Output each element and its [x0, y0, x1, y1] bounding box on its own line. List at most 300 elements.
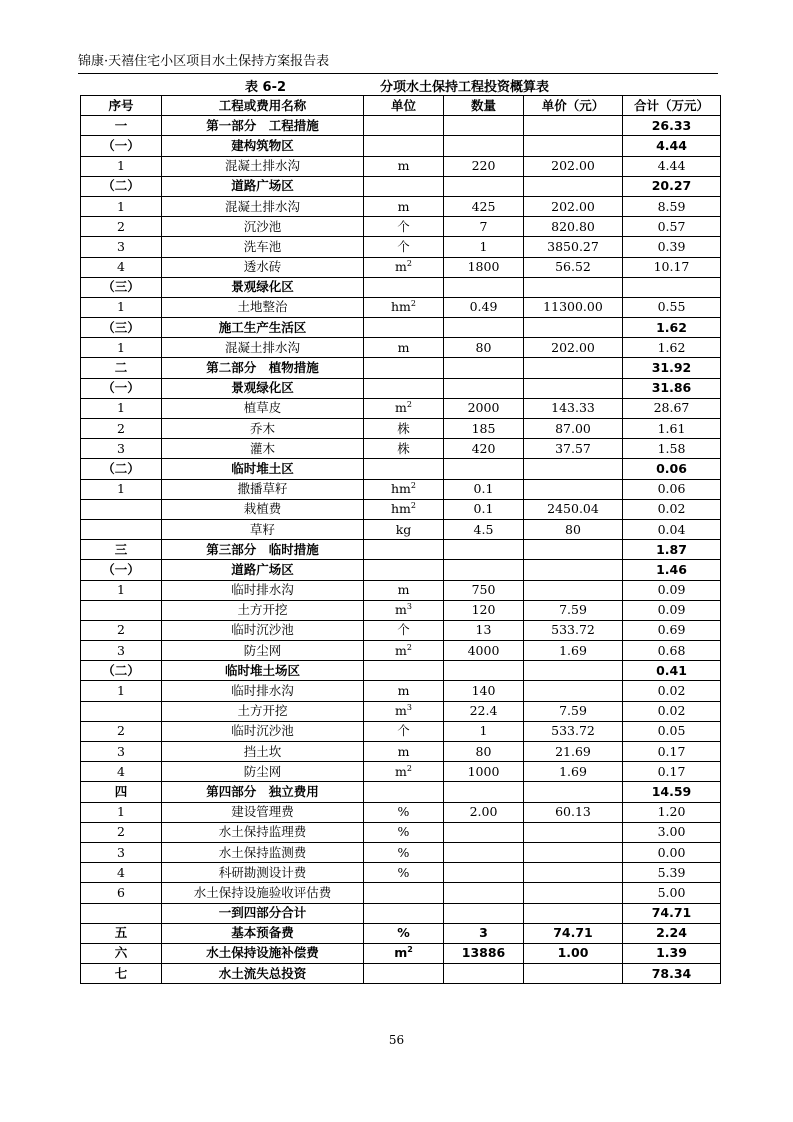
cell-total: 0.69 [623, 620, 721, 640]
unit-text: m [397, 683, 410, 699]
cell-no [81, 600, 162, 620]
cell-quantity: 80 [444, 338, 524, 358]
cell-name: 混凝土排水沟 [162, 156, 364, 176]
unit-text: m [395, 703, 407, 719]
cell-no: （二） [81, 459, 162, 479]
cell-quantity [444, 863, 524, 883]
column-header-unit-price: 单价（元） [524, 96, 623, 116]
cell-quantity: 1800 [444, 257, 524, 277]
page-header: 锦康·天禧住宅小区项目水土保持方案报告表 [78, 54, 718, 74]
table-caption [80, 76, 720, 94]
cell-no: 6 [81, 883, 162, 903]
column-header-name: 工程或费用名称 [162, 96, 364, 116]
cell-unit-price [524, 116, 623, 136]
cell-unit-price: 202.00 [524, 156, 623, 176]
cell-name: 灌木 [162, 439, 364, 459]
cell-unit-price: 202.00 [524, 338, 623, 358]
cell-unit [364, 136, 444, 156]
cell-no: 四 [81, 782, 162, 802]
table-number: 表 6-2 [245, 80, 287, 95]
unit-text: m [397, 339, 410, 355]
cell-unit [364, 742, 444, 762]
cell-quantity [444, 540, 524, 560]
cell-no: 2 [81, 620, 162, 640]
cell-total: 0.57 [623, 217, 721, 237]
cell-total: 8.59 [623, 196, 721, 216]
table-row [81, 176, 721, 196]
cell-unit [364, 237, 444, 257]
cell-unit-price: 2450.04 [524, 499, 623, 519]
cell-no: 1 [81, 580, 162, 600]
cell-unit-price: 202.00 [524, 196, 623, 216]
table-row [81, 479, 721, 499]
cell-total: 1.39 [623, 943, 721, 963]
unit-superscript: 2 [410, 501, 416, 511]
cell-name: 施工生产生活区 [162, 318, 364, 338]
table-row [81, 762, 721, 782]
cell-unit [364, 378, 444, 398]
cell-no: 五 [81, 923, 162, 943]
table-body [81, 116, 721, 984]
cell-quantity: 80 [444, 742, 524, 762]
table-row [81, 742, 721, 762]
cell-no: 1 [81, 338, 162, 358]
cell-total: 1.20 [623, 802, 721, 822]
cell-unit [364, 297, 444, 317]
unit-text: m [395, 259, 407, 275]
cell-no: （三） [81, 318, 162, 338]
cell-name: 一到四部分合计 [162, 903, 364, 923]
cell-name: 临时沉沙池 [162, 620, 364, 640]
cell-quantity [444, 116, 524, 136]
cell-name: 临时沉沙池 [162, 721, 364, 741]
cell-quantity [444, 560, 524, 580]
cell-unit-price: 533.72 [524, 721, 623, 741]
cell-unit [364, 156, 444, 176]
column-header-unit: 单位 [364, 96, 444, 116]
cell-name: 临时排水沟 [162, 580, 364, 600]
cell-quantity [444, 822, 524, 842]
cell-unit [364, 863, 444, 883]
cell-quantity: 2000 [444, 398, 524, 418]
unit-text: m [397, 582, 410, 598]
cell-unit [364, 459, 444, 479]
table-row [81, 701, 721, 721]
cell-name: 基本预备费 [162, 923, 364, 943]
cell-unit-price [524, 136, 623, 156]
cell-unit-price: 56.52 [524, 257, 623, 277]
table-row [81, 297, 721, 317]
cell-total: 14.59 [623, 782, 721, 802]
cell-total: 0.41 [623, 661, 721, 681]
unit-text: m [395, 763, 407, 779]
cell-name: 防尘网 [162, 762, 364, 782]
cell-unit-price: 87.00 [524, 419, 623, 439]
cell-unit [364, 661, 444, 681]
cell-no: 3 [81, 641, 162, 661]
cell-name: 沉沙池 [162, 217, 364, 237]
table-row [81, 318, 721, 338]
cell-quantity: 1 [444, 237, 524, 257]
cell-quantity: 420 [444, 439, 524, 459]
table-row [81, 600, 721, 620]
cell-unit [364, 923, 444, 943]
cell-unit-price [524, 580, 623, 600]
table-row [81, 883, 721, 903]
cell-no: 七 [81, 964, 162, 984]
cell-unit-price [524, 782, 623, 802]
cell-unit-price [524, 883, 623, 903]
unit-text: m [397, 158, 410, 174]
cell-name: 景观绿化区 [162, 378, 364, 398]
cell-quantity [444, 358, 524, 378]
cell-total: 1.62 [623, 338, 721, 358]
cell-quantity: 0.1 [444, 499, 524, 519]
cell-unit [364, 842, 444, 862]
unit-text: 株 [397, 420, 410, 436]
cell-quantity: 1000 [444, 762, 524, 782]
cell-unit-price: 820.80 [524, 217, 623, 237]
table-row [81, 964, 721, 984]
cell-name: 临时堆土场区 [162, 661, 364, 681]
table-row [81, 802, 721, 822]
cell-name: 挡土坎 [162, 742, 364, 762]
cell-total: 0.55 [623, 297, 721, 317]
cell-unit [364, 580, 444, 600]
cell-unit [364, 883, 444, 903]
cell-no [81, 499, 162, 519]
cell-name: 透水砖 [162, 257, 364, 277]
cell-total: 0.02 [623, 701, 721, 721]
cell-name: 水土保持监理费 [162, 822, 364, 842]
cell-total: 20.27 [623, 176, 721, 196]
cell-total: 2.24 [623, 923, 721, 943]
table-row [81, 540, 721, 560]
unit-text: m [397, 198, 410, 214]
cell-total: 3.00 [623, 822, 721, 842]
cell-unit-price [524, 903, 623, 923]
table-row [81, 721, 721, 741]
cell-unit-price [524, 842, 623, 862]
cell-no: 2 [81, 419, 162, 439]
table-row [81, 620, 721, 640]
cell-no: （二） [81, 661, 162, 681]
cell-unit-price [524, 560, 623, 580]
table-row [81, 358, 721, 378]
table-row [81, 277, 721, 297]
cell-unit [364, 822, 444, 842]
page-number: 56 [388, 1033, 405, 1047]
unit-text: m [397, 743, 410, 759]
cell-unit [364, 964, 444, 984]
cell-unit-price [524, 822, 623, 842]
cell-unit-price [524, 479, 623, 499]
cell-no: 1 [81, 802, 162, 822]
cell-name: 道路广场区 [162, 560, 364, 580]
cell-unit [364, 318, 444, 338]
table-row [81, 196, 721, 216]
cell-no: （一） [81, 560, 162, 580]
cell-unit-price [524, 378, 623, 398]
cell-unit [364, 419, 444, 439]
table-row [81, 217, 721, 237]
cell-name: 栽植费 [162, 499, 364, 519]
table-row [81, 459, 721, 479]
cell-total: 0.06 [623, 479, 721, 499]
unit-text: hm [391, 501, 411, 517]
unit-superscript: 2 [410, 481, 416, 490]
cell-unit [364, 943, 444, 963]
cell-name: 科研勘测设计费 [162, 863, 364, 883]
unit-text: 个 [397, 238, 410, 254]
cell-unit-price: 1.00 [524, 943, 623, 963]
cell-no: 4 [81, 863, 162, 883]
cell-no: 1 [81, 196, 162, 216]
cell-quantity: 3 [444, 923, 524, 943]
cell-no: 六 [81, 943, 162, 963]
cell-name: 临时排水沟 [162, 681, 364, 701]
table-row [81, 419, 721, 439]
table-row [81, 943, 721, 963]
cell-no: 三 [81, 540, 162, 560]
table-row [81, 499, 721, 519]
table-header-row [81, 96, 721, 116]
cell-quantity: 2.00 [444, 802, 524, 822]
cell-unit [364, 600, 444, 620]
cell-total: 10.17 [623, 257, 721, 277]
cell-quantity: 13886 [444, 943, 524, 963]
cell-no: 3 [81, 842, 162, 862]
cell-unit-price [524, 863, 623, 883]
cell-total: 0.00 [623, 842, 721, 862]
cell-no [81, 903, 162, 923]
cell-unit [364, 560, 444, 580]
unit-superscript: 2 [407, 945, 413, 955]
cell-total: 0.02 [623, 681, 721, 701]
cell-name: 第四部分 独立费用 [162, 782, 364, 802]
cell-total: 31.92 [623, 358, 721, 378]
unit-superscript: 2 [406, 642, 412, 652]
cell-no: 二 [81, 358, 162, 378]
cell-unit-price [524, 358, 623, 378]
cell-no: 3 [81, 742, 162, 762]
cell-name: 水土流失总投资 [162, 964, 364, 984]
cell-total: 0.17 [623, 762, 721, 782]
cell-total: 28.67 [623, 398, 721, 418]
unit-text: 个 [397, 723, 410, 739]
cell-total: 0.39 [623, 237, 721, 257]
table-row [81, 439, 721, 459]
cell-no: 3 [81, 237, 162, 257]
cell-quantity: 425 [444, 196, 524, 216]
cell-quantity [444, 277, 524, 297]
cell-total: 1.46 [623, 560, 721, 580]
cell-no: 2 [81, 217, 162, 237]
cell-unit [364, 681, 444, 701]
table-row [81, 519, 721, 539]
unit-text: m [395, 642, 407, 658]
table-row [81, 863, 721, 883]
cell-no: （二） [81, 176, 162, 196]
cell-no: （一） [81, 378, 162, 398]
cell-unit-price [524, 540, 623, 560]
cell-no: 1 [81, 398, 162, 418]
cell-no: 一 [81, 116, 162, 136]
cell-unit [364, 338, 444, 358]
cell-unit-price: 533.72 [524, 620, 623, 640]
cell-unit [364, 358, 444, 378]
table-row [81, 560, 721, 580]
cell-unit [364, 782, 444, 802]
cell-unit-price: 7.59 [524, 600, 623, 620]
cell-unit-price: 74.71 [524, 923, 623, 943]
cell-unit [364, 499, 444, 519]
cell-name: 土方开挖 [162, 701, 364, 721]
cell-name: 临时堆土区 [162, 459, 364, 479]
unit-text: % [397, 844, 410, 860]
cell-quantity [444, 378, 524, 398]
cell-unit [364, 620, 444, 640]
cell-no: 2 [81, 822, 162, 842]
table-row [81, 237, 721, 257]
cell-quantity: 120 [444, 600, 524, 620]
cell-quantity [444, 903, 524, 923]
cell-name: 撒播草籽 [162, 479, 364, 499]
unit-text: 个 [397, 218, 410, 234]
table-row [81, 257, 721, 277]
cell-unit [364, 176, 444, 196]
cell-unit [364, 641, 444, 661]
cell-quantity [444, 318, 524, 338]
cell-name: 景观绿化区 [162, 277, 364, 297]
cell-unit [364, 277, 444, 297]
cell-quantity: 1 [444, 721, 524, 741]
cell-name: 洗车池 [162, 237, 364, 257]
cell-no [81, 701, 162, 721]
cell-unit [364, 519, 444, 539]
column-header-total: 合计（万元） [623, 96, 721, 116]
cell-name: 道路广场区 [162, 176, 364, 196]
cell-unit [364, 257, 444, 277]
cell-total: 0.02 [623, 499, 721, 519]
cell-quantity: 0.49 [444, 297, 524, 317]
cell-total: 1.58 [623, 439, 721, 459]
cell-unit-price [524, 681, 623, 701]
unit-text: % [397, 804, 410, 820]
cell-total: 5.00 [623, 883, 721, 903]
cell-name: 土方开挖 [162, 600, 364, 620]
cell-quantity: 4000 [444, 641, 524, 661]
cell-name: 水土保持设施补偿费 [162, 943, 364, 963]
unit-text: m [395, 602, 407, 618]
cell-name: 水土保持监测费 [162, 842, 364, 862]
cell-total: 74.71 [623, 903, 721, 923]
cell-unit-price: 80 [524, 519, 623, 539]
table-row [81, 116, 721, 136]
cell-unit [364, 701, 444, 721]
cell-total: 0.09 [623, 600, 721, 620]
cell-unit-price [524, 661, 623, 681]
unit-superscript: 2 [410, 299, 416, 309]
cell-name: 防尘网 [162, 641, 364, 661]
cell-name: 草籽 [162, 519, 364, 539]
cell-quantity: 140 [444, 681, 524, 701]
cell-no: 1 [81, 156, 162, 176]
cell-quantity [444, 964, 524, 984]
unit-text: % [397, 925, 410, 941]
cell-quantity: 7 [444, 217, 524, 237]
unit-text: % [397, 824, 410, 840]
cell-no: （一） [81, 136, 162, 156]
cell-total: 5.39 [623, 863, 721, 883]
column-header-quantity: 数量 [444, 96, 524, 116]
cell-unit-price [524, 318, 623, 338]
cell-total: 0.04 [623, 519, 721, 539]
unit-text: % [397, 864, 410, 880]
cell-total: 0.68 [623, 641, 721, 661]
table-row [81, 156, 721, 176]
table-row [81, 822, 721, 842]
cell-name: 混凝土排水沟 [162, 338, 364, 358]
cell-name: 建构筑物区 [162, 136, 364, 156]
cell-total: 1.61 [623, 419, 721, 439]
cost-table [80, 95, 721, 984]
cell-total: 0.06 [623, 459, 721, 479]
table-row [81, 923, 721, 943]
table-row [81, 398, 721, 418]
cell-quantity: 220 [444, 156, 524, 176]
cell-total [623, 277, 721, 297]
table-row [81, 338, 721, 358]
unit-superscript: 3 [406, 602, 412, 612]
cell-quantity: 13 [444, 620, 524, 640]
table-row [81, 580, 721, 600]
unit-superscript: 2 [406, 400, 412, 410]
cell-total: 4.44 [623, 136, 721, 156]
cell-unit-price: 143.33 [524, 398, 623, 418]
table-row [81, 661, 721, 681]
cell-unit [364, 398, 444, 418]
unit-text: hm [391, 299, 411, 315]
cell-total: 1.62 [623, 318, 721, 338]
cell-quantity: 185 [444, 419, 524, 439]
cell-quantity [444, 842, 524, 862]
cell-unit [364, 540, 444, 560]
cell-unit [364, 196, 444, 216]
unit-text: hm [391, 481, 411, 497]
table-row [81, 681, 721, 701]
cell-quantity: 750 [444, 580, 524, 600]
cell-quantity [444, 661, 524, 681]
cell-unit [364, 479, 444, 499]
cell-name: 植草皮 [162, 398, 364, 418]
cell-name: 第二部分 植物措施 [162, 358, 364, 378]
cell-total: 4.44 [623, 156, 721, 176]
cell-name: 乔木 [162, 419, 364, 439]
cell-total: 0.17 [623, 742, 721, 762]
cell-name: 土地整治 [162, 297, 364, 317]
unit-text: kg [395, 521, 412, 537]
table-title: 分项水土保持工程投资概算表 [380, 80, 550, 95]
unit-text: 株 [397, 440, 410, 456]
cell-no: 4 [81, 762, 162, 782]
cell-unit-price: 21.69 [524, 742, 623, 762]
table-row [81, 378, 721, 398]
unit-text: m [394, 945, 408, 961]
cell-unit-price: 1.69 [524, 641, 623, 661]
unit-superscript: 2 [406, 258, 412, 268]
cell-total: 26.33 [623, 116, 721, 136]
